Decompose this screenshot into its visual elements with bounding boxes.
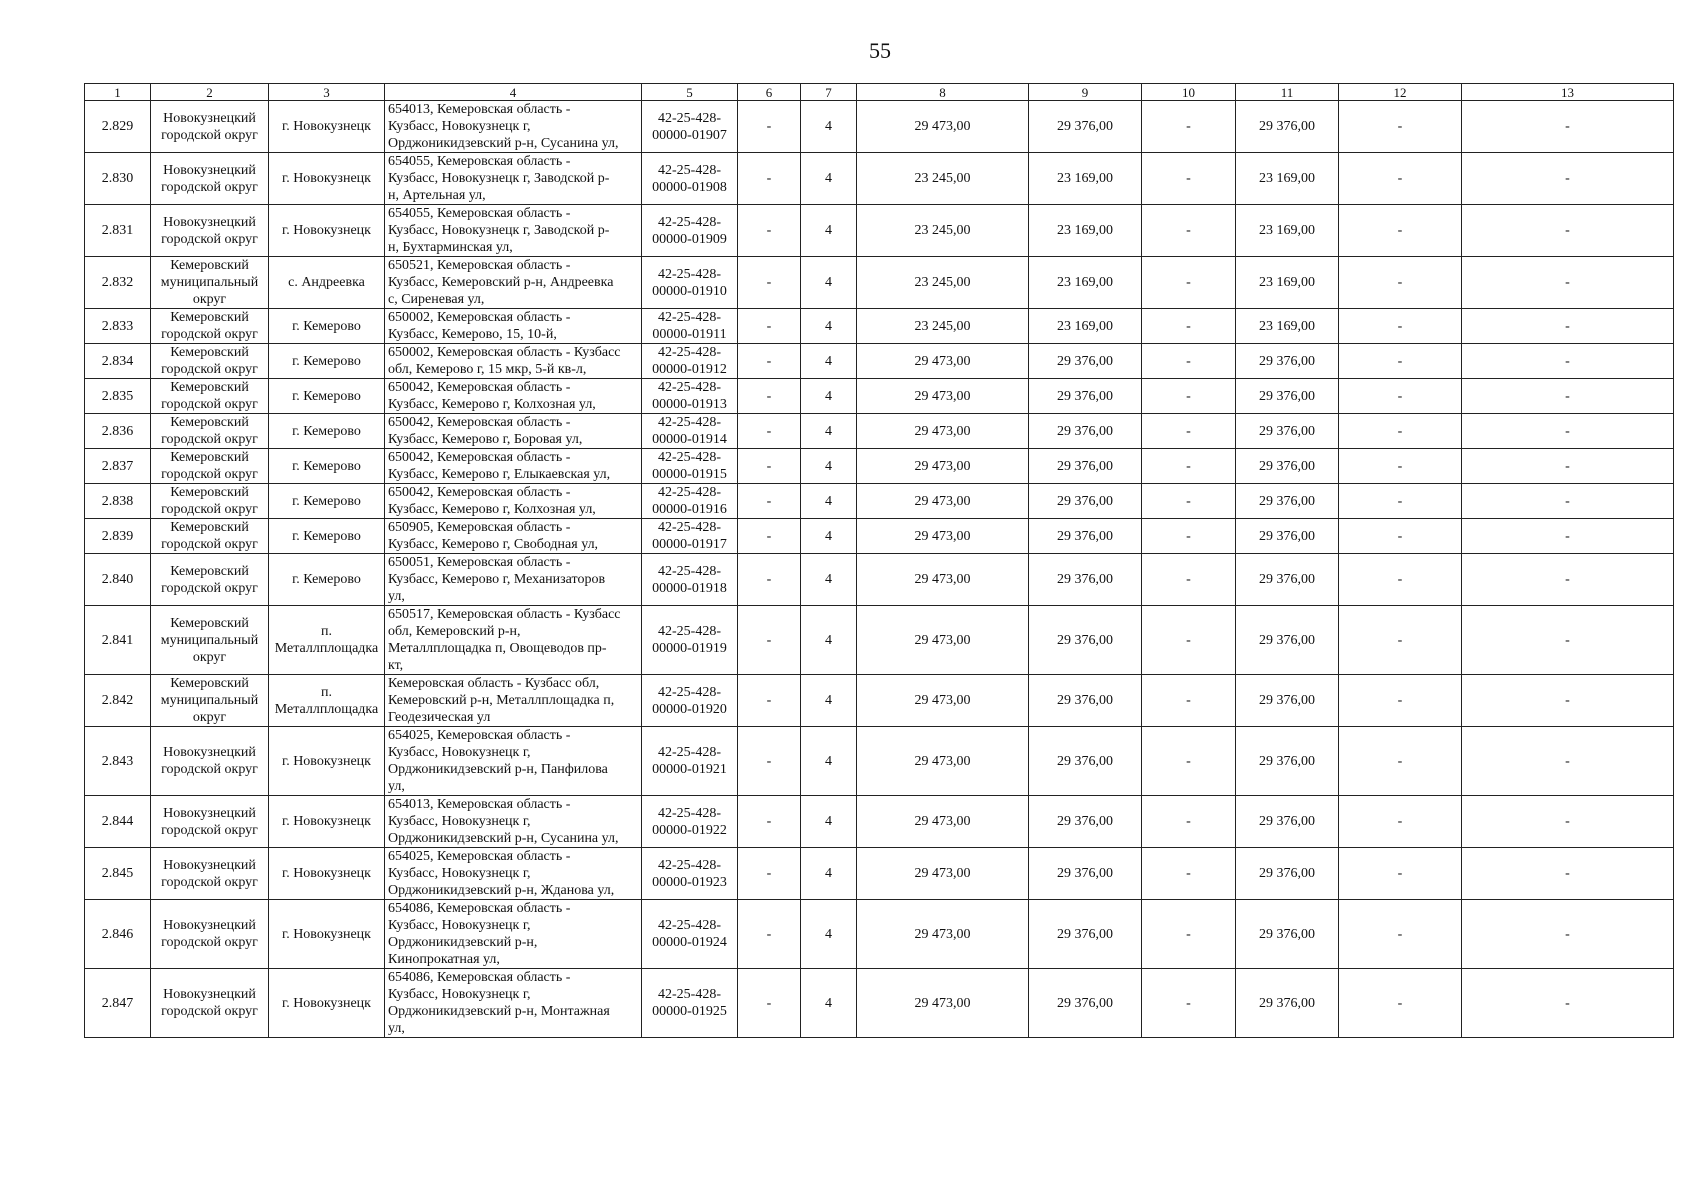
column-header: 11 [1236,84,1339,101]
column-header: 3 [269,84,385,101]
col9-cell: 29 376,00 [1029,101,1142,153]
code-cell: 42-25-428- 00000-01922 [642,796,738,848]
page-number: 55 [869,38,891,63]
row-number: 2.830 [85,153,151,205]
col11-cell: 29 376,00 [1236,414,1339,449]
locality-cell: г. Кемерово [269,414,385,449]
col13-cell: - [1462,379,1674,414]
table-row [85,848,1674,900]
address-cell: 650002, Кемеровская область - Кузбасс, Кемерово, 15, 10-й, [385,309,642,344]
col7-cell: 4 [801,519,857,554]
address-cell: 654055, Кемеровская область - Кузбасс, Новокузнецк г, Заводской р- н, Бухтарминская ул, [385,205,642,257]
col7-cell: 4 [801,414,857,449]
col12-cell: - [1339,554,1462,606]
code-cell: 42-25-428- 00000-01917 [642,519,738,554]
col10-cell: - [1142,309,1236,344]
col12-cell: - [1339,969,1462,1038]
col11-cell: 23 169,00 [1236,309,1339,344]
locality-cell: г. Новокузнецк [269,205,385,257]
col11-cell: 23 169,00 [1236,205,1339,257]
col8-cell: 29 473,00 [857,796,1029,848]
row-number: 2.838 [85,484,151,519]
table-row [85,257,1674,309]
col8-cell: 23 245,00 [857,257,1029,309]
address-cell: 654086, Кемеровская область - Кузбасс, Новокузнецк г, Орджоникидзевский р-н, Кинопрокатная ул, [385,900,642,969]
col13-cell: - [1462,309,1674,344]
district-cell: Кемеровский городской округ [151,414,269,449]
address-cell: 650521, Кемеровская область - Кузбасс, Кемеровский р-н, Андреевка с, Сиреневая ул, [385,257,642,309]
column-header: 8 [857,84,1029,101]
col12-cell: - [1339,848,1462,900]
col9-cell: 29 376,00 [1029,519,1142,554]
col11-cell: 29 376,00 [1236,675,1339,727]
col13-cell: - [1462,969,1674,1038]
col12-cell: - [1339,900,1462,969]
col9-cell: 23 169,00 [1029,257,1142,309]
code-cell: 42-25-428- 00000-01909 [642,205,738,257]
col8-cell: 29 473,00 [857,606,1029,675]
col11-cell: 29 376,00 [1236,379,1339,414]
column-header: 7 [801,84,857,101]
col9-cell: 29 376,00 [1029,484,1142,519]
col10-cell: - [1142,344,1236,379]
col11-cell: 29 376,00 [1236,449,1339,484]
row-number: 2.845 [85,848,151,900]
col12-cell: - [1339,484,1462,519]
district-cell: Кемеровский городской округ [151,484,269,519]
col8-cell: 29 473,00 [857,484,1029,519]
col6-cell: - [738,153,801,205]
locality-cell: г. Новокузнецк [269,101,385,153]
col12-cell: - [1339,727,1462,796]
column-header: 12 [1339,84,1462,101]
locality-cell: п. Металлплощадка [269,606,385,675]
col9-cell: 29 376,00 [1029,675,1142,727]
col6-cell: - [738,449,801,484]
col11-cell: 29 376,00 [1236,554,1339,606]
col13-cell: - [1462,449,1674,484]
col8-cell: 29 473,00 [857,414,1029,449]
locality-cell: с. Андреевка [269,257,385,309]
district-cell: Новокузнецкий городской округ [151,101,269,153]
row-number: 2.847 [85,969,151,1038]
col7-cell: 4 [801,675,857,727]
table-row [85,900,1674,969]
table-row [85,449,1674,484]
district-cell: Новокузнецкий городской округ [151,969,269,1038]
col8-cell: 29 473,00 [857,900,1029,969]
col10-cell: - [1142,554,1236,606]
table-row [85,344,1674,379]
row-number: 2.833 [85,309,151,344]
col12-cell: - [1339,519,1462,554]
col13-cell: - [1462,554,1674,606]
row-number: 2.836 [85,414,151,449]
col8-cell: 29 473,00 [857,554,1029,606]
address-cell: 650042, Кемеровская область - Кузбасс, Кемерово г, Колхозная ул, [385,379,642,414]
col6-cell: - [738,257,801,309]
district-cell: Кемеровский городской округ [151,309,269,344]
col8-cell: 29 473,00 [857,969,1029,1038]
locality-cell: г. Кемерово [269,379,385,414]
col13-cell: - [1462,257,1674,309]
col9-cell: 29 376,00 [1029,848,1142,900]
row-number: 2.829 [85,101,151,153]
district-cell: Кемеровский муниципальный округ [151,257,269,309]
table-row [85,379,1674,414]
address-cell: 650905, Кемеровская область - Кузбасс, Кемерово г, Свободная ул, [385,519,642,554]
col9-cell: 29 376,00 [1029,969,1142,1038]
col11-cell: 29 376,00 [1236,344,1339,379]
col11-cell: 29 376,00 [1236,606,1339,675]
table-row [85,205,1674,257]
col6-cell: - [738,484,801,519]
address-cell: 650042, Кемеровская область - Кузбасс, Кемерово г, Колхозная ул, [385,484,642,519]
code-cell: 42-25-428- 00000-01911 [642,309,738,344]
col12-cell: - [1339,675,1462,727]
address-cell: 654025, Кемеровская область - Кузбасс, Новокузнецк г, Орджоникидзевский р-н, Панфилова ул, [385,727,642,796]
col7-cell: 4 [801,153,857,205]
col11-cell: 29 376,00 [1236,900,1339,969]
col11-cell: 29 376,00 [1236,727,1339,796]
col6-cell: - [738,848,801,900]
col8-cell: 29 473,00 [857,101,1029,153]
code-cell: 42-25-428- 00000-01914 [642,414,738,449]
locality-cell: г. Кемерово [269,519,385,554]
col10-cell: - [1142,257,1236,309]
col7-cell: 4 [801,969,857,1038]
col9-cell: 29 376,00 [1029,900,1142,969]
col13-cell: - [1462,900,1674,969]
column-header: 9 [1029,84,1142,101]
col11-cell: 23 169,00 [1236,153,1339,205]
data-table [84,83,1674,1038]
col6-cell: - [738,344,801,379]
address-cell: 650051, Кемеровская область - Кузбасс, Кемерово г, Механизаторов ул, [385,554,642,606]
col6-cell: - [738,969,801,1038]
col6-cell: - [738,414,801,449]
district-cell: Кемеровский городской округ [151,379,269,414]
col10-cell: - [1142,606,1236,675]
col7-cell: 4 [801,101,857,153]
col12-cell: - [1339,101,1462,153]
col10-cell: - [1142,900,1236,969]
row-number: 2.843 [85,727,151,796]
col6-cell: - [738,727,801,796]
table-row [85,153,1674,205]
table-row [85,414,1674,449]
col8-cell: 29 473,00 [857,675,1029,727]
table-row [85,519,1674,554]
col10-cell: - [1142,969,1236,1038]
code-cell: 42-25-428- 00000-01915 [642,449,738,484]
code-cell: 42-25-428- 00000-01925 [642,969,738,1038]
district-cell: Кемеровский муниципальный округ [151,606,269,675]
code-cell: 42-25-428- 00000-01913 [642,379,738,414]
col9-cell: 23 169,00 [1029,205,1142,257]
code-cell: 42-25-428- 00000-01908 [642,153,738,205]
address-cell: 654055, Кемеровская область - Кузбасс, Новокузнецк г, Заводской р- н, Артельная ул, [385,153,642,205]
col9-cell: 29 376,00 [1029,606,1142,675]
locality-cell: п. Металлплощадка [269,675,385,727]
col9-cell: 29 376,00 [1029,414,1142,449]
col13-cell: - [1462,484,1674,519]
col9-cell: 29 376,00 [1029,796,1142,848]
col12-cell: - [1339,449,1462,484]
col9-cell: 29 376,00 [1029,554,1142,606]
col7-cell: 4 [801,900,857,969]
code-cell: 42-25-428- 00000-01916 [642,484,738,519]
address-cell: 654025, Кемеровская область - Кузбасс, Новокузнецк г, Орджоникидзевский р-н, Жданова ул, [385,848,642,900]
col13-cell: - [1462,414,1674,449]
col7-cell: 4 [801,449,857,484]
col7-cell: 4 [801,205,857,257]
col11-cell: 29 376,00 [1236,848,1339,900]
row-number: 2.834 [85,344,151,379]
col11-cell: 29 376,00 [1236,484,1339,519]
col13-cell: - [1462,606,1674,675]
table-row [85,101,1674,153]
col13-cell: - [1462,344,1674,379]
col13-cell: - [1462,796,1674,848]
col11-cell: 29 376,00 [1236,519,1339,554]
col9-cell: 29 376,00 [1029,727,1142,796]
col8-cell: 29 473,00 [857,379,1029,414]
locality-cell: г. Новокузнецк [269,727,385,796]
address-cell: 654013, Кемеровская область - Кузбасс, Новокузнецк г, Орджоникидзевский р-н, Сусанина ул, [385,796,642,848]
col8-cell: 29 473,00 [857,727,1029,796]
code-cell: 42-25-428- 00000-01918 [642,554,738,606]
address-cell: 654086, Кемеровская область - Кузбасс, Новокузнецк г, Орджоникидзевский р-н, Монтажная ул, [385,969,642,1038]
col12-cell: - [1339,153,1462,205]
col10-cell: - [1142,414,1236,449]
col12-cell: - [1339,606,1462,675]
district-cell: Новокузнецкий городской округ [151,848,269,900]
address-cell: 650042, Кемеровская область - Кузбасс, Кемерово г, Елыкаевская ул, [385,449,642,484]
column-header: 5 [642,84,738,101]
code-cell: 42-25-428- 00000-01907 [642,101,738,153]
locality-cell: г. Новокузнецк [269,153,385,205]
column-header: 4 [385,84,642,101]
col10-cell: - [1142,675,1236,727]
col6-cell: - [738,554,801,606]
col13-cell: - [1462,848,1674,900]
locality-cell: г. Новокузнецк [269,969,385,1038]
col10-cell: - [1142,727,1236,796]
row-number: 2.842 [85,675,151,727]
col8-cell: 29 473,00 [857,519,1029,554]
table-row [85,675,1674,727]
col8-cell: 23 245,00 [857,309,1029,344]
code-cell: 42-25-428- 00000-01921 [642,727,738,796]
row-number: 2.844 [85,796,151,848]
col12-cell: - [1339,344,1462,379]
row-number: 2.839 [85,519,151,554]
col11-cell: 29 376,00 [1236,101,1339,153]
col11-cell: 29 376,00 [1236,796,1339,848]
locality-cell: г. Кемерово [269,554,385,606]
col6-cell: - [738,796,801,848]
col13-cell: - [1462,205,1674,257]
col7-cell: 4 [801,606,857,675]
row-number: 2.840 [85,554,151,606]
district-cell: Кемеровский городской округ [151,554,269,606]
column-header: 6 [738,84,801,101]
col7-cell: 4 [801,257,857,309]
code-cell: 42-25-428- 00000-01923 [642,848,738,900]
col7-cell: 4 [801,554,857,606]
table-body [85,101,1674,1038]
col12-cell: - [1339,205,1462,257]
col8-cell: 29 473,00 [857,449,1029,484]
col11-cell: 29 376,00 [1236,969,1339,1038]
col11-cell: 23 169,00 [1236,257,1339,309]
row-number: 2.831 [85,205,151,257]
address-cell: 650042, Кемеровская область - Кузбасс, Кемерово г, Боровая ул, [385,414,642,449]
address-cell: 650002, Кемеровская область - Кузбасс обл, Кемерово г, 15 мкр, 5-й кв-л, [385,344,642,379]
col9-cell: 29 376,00 [1029,344,1142,379]
col10-cell: - [1142,848,1236,900]
col10-cell: - [1142,796,1236,848]
col7-cell: 4 [801,344,857,379]
table-row [85,484,1674,519]
col6-cell: - [738,309,801,344]
table-row [85,606,1674,675]
code-cell: 42-25-428- 00000-01920 [642,675,738,727]
col10-cell: - [1142,153,1236,205]
locality-cell: г. Кемерово [269,309,385,344]
code-cell: 42-25-428- 00000-01919 [642,606,738,675]
col13-cell: - [1462,153,1674,205]
code-cell: 42-25-428- 00000-01912 [642,344,738,379]
col9-cell: 23 169,00 [1029,153,1142,205]
col12-cell: - [1339,309,1462,344]
col10-cell: - [1142,205,1236,257]
col8-cell: 23 245,00 [857,205,1029,257]
table-row [85,796,1674,848]
district-cell: Кемеровский городской округ [151,449,269,484]
col6-cell: - [738,205,801,257]
col8-cell: 23 245,00 [857,153,1029,205]
district-cell: Кемеровский городской округ [151,344,269,379]
col6-cell: - [738,519,801,554]
row-number: 2.841 [85,606,151,675]
col8-cell: 29 473,00 [857,848,1029,900]
col10-cell: - [1142,379,1236,414]
col6-cell: - [738,101,801,153]
district-cell: Новокузнецкий городской округ [151,900,269,969]
address-cell: 654013, Кемеровская область - Кузбасс, Новокузнецк г, Орджоникидзевский р-н, Сусанина ул, [385,101,642,153]
table-row [85,969,1674,1038]
col13-cell: - [1462,675,1674,727]
col13-cell: - [1462,519,1674,554]
column-header: 10 [1142,84,1236,101]
col13-cell: - [1462,727,1674,796]
col13-cell: - [1462,101,1674,153]
col12-cell: - [1339,257,1462,309]
col9-cell: 23 169,00 [1029,309,1142,344]
col6-cell: - [738,606,801,675]
col7-cell: 4 [801,484,857,519]
col8-cell: 29 473,00 [857,344,1029,379]
row-number: 2.846 [85,900,151,969]
col6-cell: - [738,900,801,969]
address-cell: 650517, Кемеровская область - Кузбасс обл, Кемеровский р-н, Металлплощадка п, Овощеводов пр- кт, [385,606,642,675]
table-row [85,309,1674,344]
locality-cell: г. Новокузнецк [269,848,385,900]
col9-cell: 29 376,00 [1029,379,1142,414]
col12-cell: - [1339,379,1462,414]
code-cell: 42-25-428- 00000-01910 [642,257,738,309]
column-header: 2 [151,84,269,101]
locality-cell: г. Кемерово [269,344,385,379]
district-cell: Кемеровский муниципальный округ [151,675,269,727]
col7-cell: 4 [801,727,857,796]
district-cell: Кемеровский городской округ [151,519,269,554]
row-number: 2.832 [85,257,151,309]
col12-cell: - [1339,796,1462,848]
column-header: 1 [85,84,151,101]
district-cell: Новокузнецкий городской округ [151,727,269,796]
locality-cell: г. Кемерово [269,484,385,519]
header-row [85,84,1674,101]
col7-cell: 4 [801,379,857,414]
district-cell: Новокузнецкий городской округ [151,796,269,848]
col12-cell: - [1339,414,1462,449]
col6-cell: - [738,379,801,414]
col10-cell: - [1142,449,1236,484]
locality-cell: г. Кемерово [269,449,385,484]
col10-cell: - [1142,519,1236,554]
code-cell: 42-25-428- 00000-01924 [642,900,738,969]
col10-cell: - [1142,101,1236,153]
table-row [85,554,1674,606]
row-number: 2.835 [85,379,151,414]
col9-cell: 29 376,00 [1029,449,1142,484]
district-cell: Новокузнецкий городской округ [151,205,269,257]
col10-cell: - [1142,484,1236,519]
col6-cell: - [738,675,801,727]
col7-cell: 4 [801,309,857,344]
address-cell: Кемеровская область - Кузбасс обл, Кемеровский р-н, Металлплощадка п, Геодезическая ул [385,675,642,727]
table-row [85,727,1674,796]
district-cell: Новокузнецкий городской округ [151,153,269,205]
column-header: 13 [1462,84,1674,101]
row-number: 2.837 [85,449,151,484]
col7-cell: 4 [801,848,857,900]
locality-cell: г. Новокузнецк [269,796,385,848]
col7-cell: 4 [801,796,857,848]
locality-cell: г. Новокузнецк [269,900,385,969]
